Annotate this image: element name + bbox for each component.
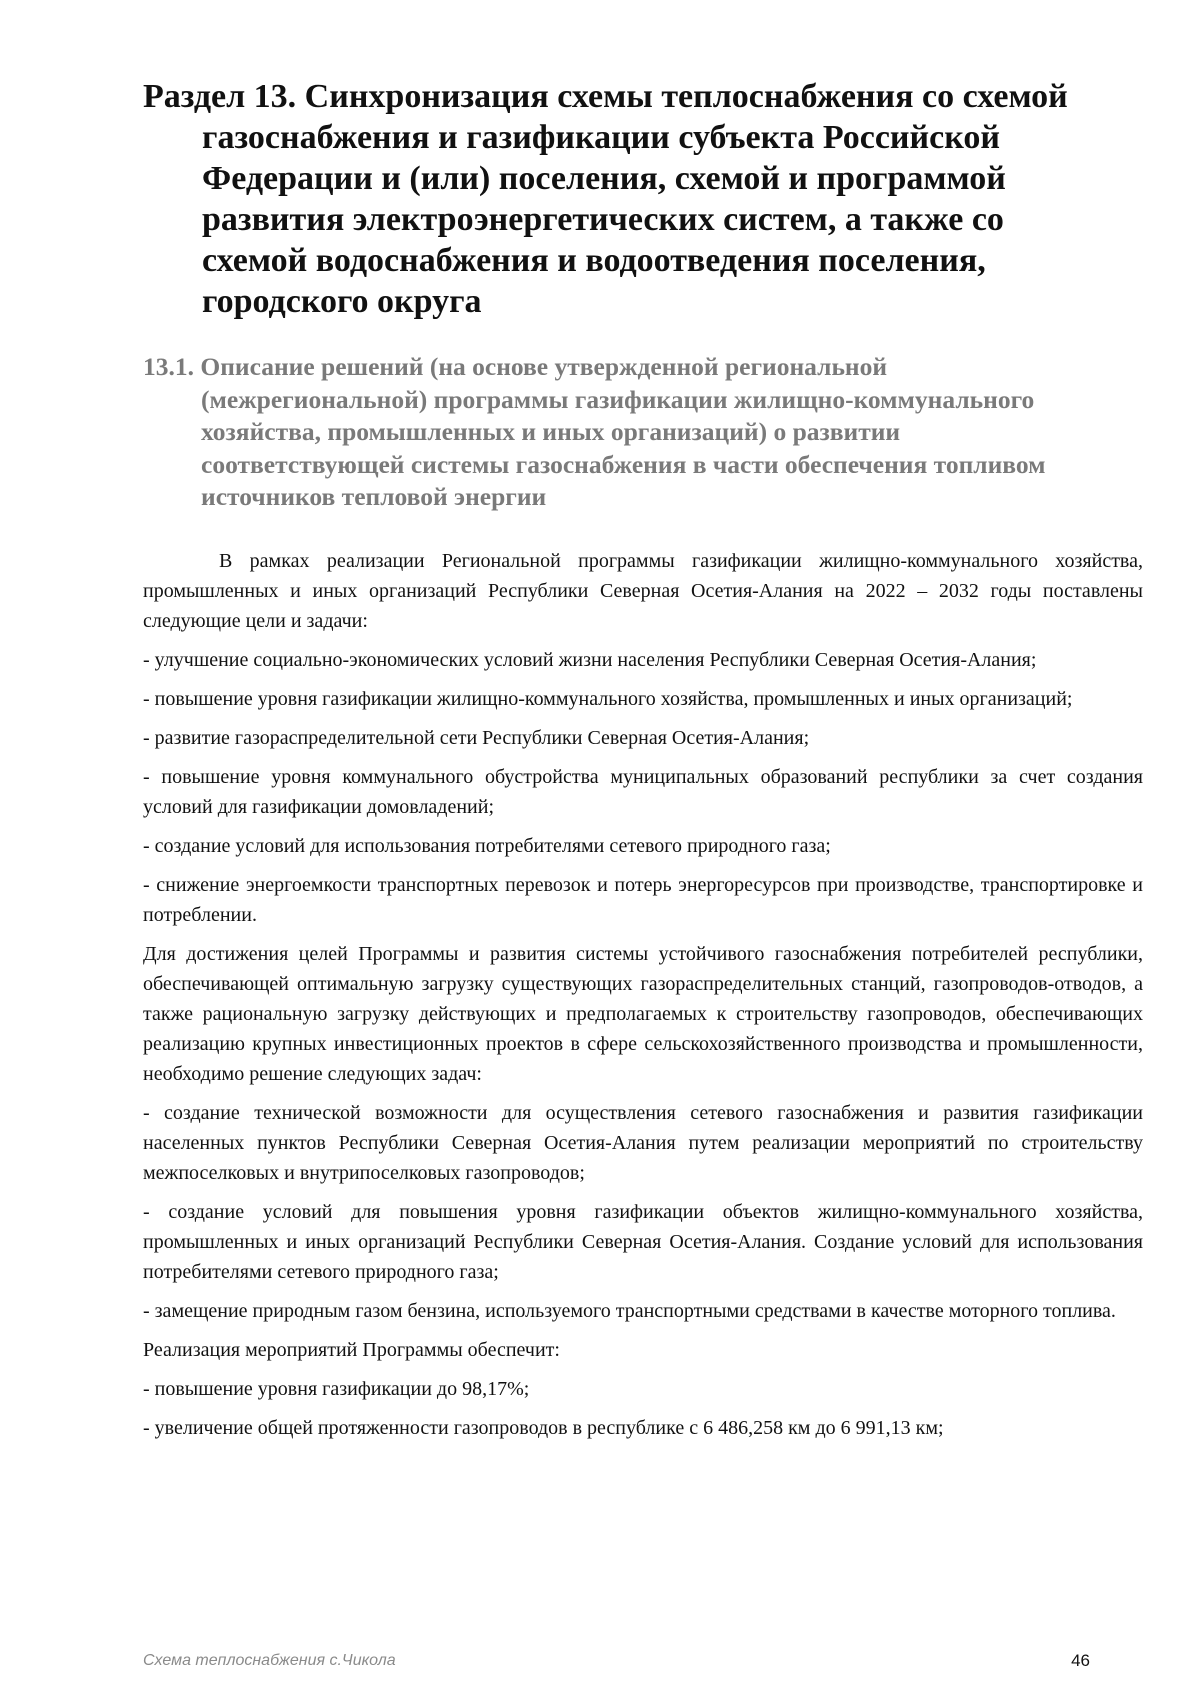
list-item: - повышение уровня коммунального обустройства муниципальных образований республики за счет создания условий для газификации домовладений; (143, 766, 1143, 818)
list-item: - повышение уровня газификации до 98,17%; (143, 1378, 530, 1400)
subsection-heading (143, 351, 1143, 514)
intro-paragraph: В рамках реализации Региональной программы газификации жилищно-коммунального хозяйства, промышленных и иных организаций Республики Северная Осетия-Алания на 2022 – 2032 годы поставлены следующие цели и задачи: (143, 550, 1143, 632)
list-item: - замещение природным газом бензина, используемого транспортными средствами в качестве моторного топлива. (143, 1300, 1116, 1322)
section-heading-line: газоснабжения и газификации субъекта Российской (202, 119, 1000, 156)
section-heading-line: схемой водоснабжения и водоотведения поселения, (202, 242, 986, 279)
section-heading-line: Федерации и (или) поселения, схемой и программой (202, 160, 1006, 197)
subsection-heading-line: источников тепловой энергии (201, 482, 547, 511)
list-item: - улучшение социально-экономических условий жизни населения Республики Северная Осетия-Алания; (143, 649, 1037, 671)
list-item: - создание условий для использования потребителями сетевого природного газа; (143, 835, 831, 857)
list-item: - создание условий для повышения уровня газификации объектов жилищно-коммунального хозяйства, промышленных и иных организаций Республики Северная Осетия-Алания. Создание условий для использования потребителями сетевого природного газа; (143, 1201, 1143, 1283)
list-item: - снижение энергоемкости транспортных перевозок и потерь энергоресурсов при производстве, транспортировке и потреблении. (143, 874, 1143, 926)
list-item: - развитие газораспределительной сети Республики Северная Осетия-Алания; (143, 727, 810, 749)
subsection-heading-line: (межрегиональной) программы газификации жилищно-коммунального (201, 384, 1035, 414)
list-item: - повышение уровня газификации жилищно-коммунального хозяйства, промышленных и иных организаций; (143, 688, 1073, 710)
section-heading-line: городского округа (202, 283, 482, 320)
footer-document-title: Схема теплоснабжения с.Чикола (143, 1652, 396, 1669)
section-heading (143, 76, 1143, 322)
page-number: 46 (1071, 1651, 1090, 1670)
subsection-heading-line: хозяйства, промышленных и иных организаций) о развитии (201, 417, 901, 446)
subsection-heading-line: соответствующей системы газоснабжения в части обеспечения топливом (201, 449, 1046, 479)
subsection-heading-line: 13.1. Описание решений (на основе утвержденной региональной (143, 352, 888, 381)
section-heading-line: Раздел 13. Синхронизация схемы теплоснабжения со схемой (143, 78, 1068, 115)
section-heading-line: развития электроэнергетических систем, а также со (202, 201, 1004, 238)
list-item: - создание технической возможности для осуществления сетевого газоснабжения и развития газификации населенных пунктов Республики Северная Осетия-Алания путем реализации мероприятий по строительству межпоселковых и внутрипоселковых газопроводов; (143, 1102, 1143, 1184)
list-item: - увеличение общей протяженности газопроводов в республике с 6 486,258 км до 6 991,13 км; (143, 1417, 944, 1439)
paragraph: Реализация мероприятий Программы обеспечит: (143, 1339, 560, 1361)
body-text (143, 546, 1143, 1443)
paragraph: Для достижения целей Программы и развития системы устойчивого газоснабжения потребителей республики, обеспечивающей оптимальную загрузку существующих газораспределительных станций, газопроводов-отводов, а также рациональную загрузку действующих и предполагаемых к строительству газопроводов, обеспечивающих реализацию крупных инвестиционных проектов в сфере сельскохозяйственного производства и промышленности, необходимо решение следующих задач: (143, 943, 1143, 1085)
